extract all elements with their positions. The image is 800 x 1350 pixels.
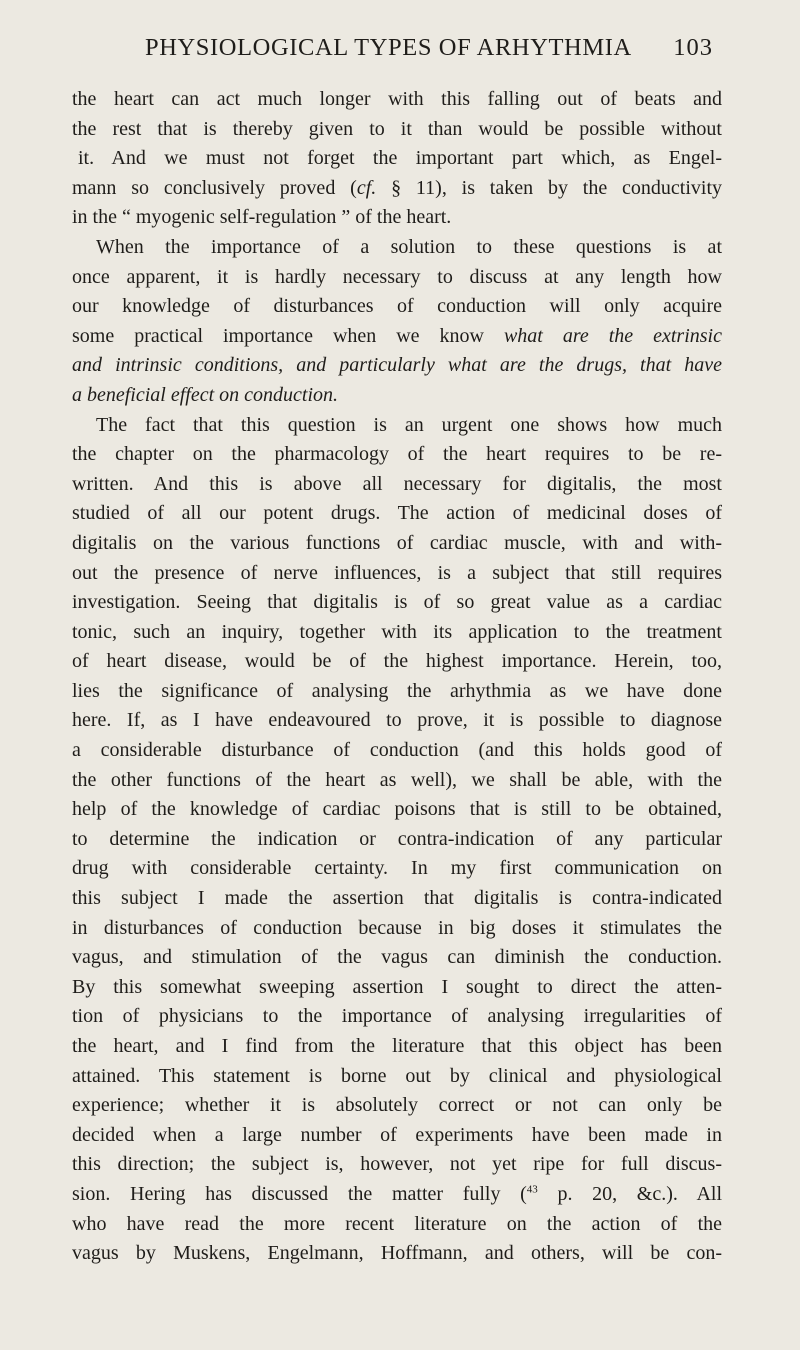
text-line: to determine the indication or contra-indication of any particular xyxy=(72,827,722,850)
text-line xyxy=(72,351,722,381)
text-line: vagus, and stimulation of the vagus can diminish the conduction. xyxy=(72,946,722,969)
text-line: here. If, as I have endeavoured to prove, it is possible to diagnose xyxy=(72,709,722,732)
text-line xyxy=(72,381,722,411)
text-line: tonic, such an inquiry, together with its application to the treatment xyxy=(72,620,722,643)
reference-superscript: 43 xyxy=(526,1183,538,1196)
text-line: mann so conclusively proved (cf. § 11), is taken by the conductivity xyxy=(72,176,722,199)
text-line: tion of physicians to the importance of analysing irregularities of xyxy=(72,1005,722,1028)
text-line: it. And we must not forget the important part which, as Engel- xyxy=(78,147,722,170)
text-line: our knowledge of disturbances of conduction will only acquire xyxy=(72,295,722,318)
text-line: some practical importance when we know what are the extrinsic xyxy=(72,324,722,347)
text-line: in disturbances of conduction because in big doses it stimulates the xyxy=(72,916,722,939)
body-text xyxy=(72,85,722,1269)
text-line: experience; whether it is absolutely correct or not can only be xyxy=(72,1094,722,1117)
page-number: 103 xyxy=(673,34,713,61)
text-line: help of the knowledge of cardiac poisons that is still to be obtained, xyxy=(72,798,722,821)
text-line: By this somewhat sweeping assertion I sought to direct the atten- xyxy=(72,975,722,998)
text-line: the heart, and I find from the literature that this object has been xyxy=(72,1035,722,1057)
text-line: sion. Hering has discussed the matter fully ($^{43}$ p. 20, &c.). All xyxy=(72,1182,722,1205)
text-line: a considerable disturbance of conduction (and this holds good of xyxy=(72,739,722,762)
text-line: once apparent, it is hardly necessary to discuss at any length how xyxy=(72,265,722,288)
italic-emphasis: what are the extrinsic xyxy=(503,324,722,347)
text-line: this subject I made the assertion that digitalis is contra-indicated xyxy=(72,887,722,910)
paragraph-start-line: When the importance of a solution to these questions is at xyxy=(96,235,722,258)
text-line: attained. This statement is borne out by clinical and physiological xyxy=(72,1064,722,1087)
text-line: the rest that is thereby given to it than would be possible without xyxy=(72,117,722,140)
text-line: the heart can act much longer with this falling out of beats and xyxy=(72,88,722,110)
text-line: vagus by Muskens, Engelmann, Hoffmann, and others, will be con- xyxy=(72,1242,722,1265)
running-title: PHYSIOLOGICAL TYPES OF ARHYTHMIA xyxy=(145,34,632,61)
text-line: written. And this is above all necessary for digitalis, the most xyxy=(72,472,722,495)
text-line: of heart disease, would be of the highest importance. Herein, too, xyxy=(72,650,722,673)
text-line: studied of all our potent drugs. The action of medicinal doses of xyxy=(72,502,722,525)
text-line: lies the significance of analysing the arhythmia as we have done xyxy=(72,679,722,702)
text-line: decided when a large number of experiments have been made in xyxy=(72,1123,722,1146)
text-line: who have read the more recent literature on the action of the xyxy=(72,1212,722,1235)
text-line: this direction; the subject is, however, not yet ripe for full discus- xyxy=(72,1153,722,1176)
text-line: in the “ myogenic self-regulation ” of the heart. xyxy=(72,206,452,229)
text-line: digitalis on the various functions of cardiac muscle, with and with- xyxy=(72,531,722,554)
text-line: the chapter on the pharmacology of the heart requires to be re- xyxy=(72,443,722,466)
paragraph-start-line: The fact that this question is an urgent one shows how much xyxy=(96,413,722,436)
italic-emphasis: a beneficial effect on conduction. xyxy=(72,383,339,406)
text-line: the other functions of the heart as well), we shall be able, with the xyxy=(72,768,722,791)
cf-abbreviation: cf. xyxy=(356,176,377,199)
text-line: investigation. Seeing that digitalis is of so great value as a cardiac xyxy=(72,591,722,614)
italic-emphasis: and intrinsic conditions, and particularly what are the drugs, that have xyxy=(72,354,722,377)
text-line: drug with considerable certainty. In my first communication on xyxy=(72,857,722,880)
text-line: out the presence of nerve influences, is a subject that still requires xyxy=(72,561,722,584)
